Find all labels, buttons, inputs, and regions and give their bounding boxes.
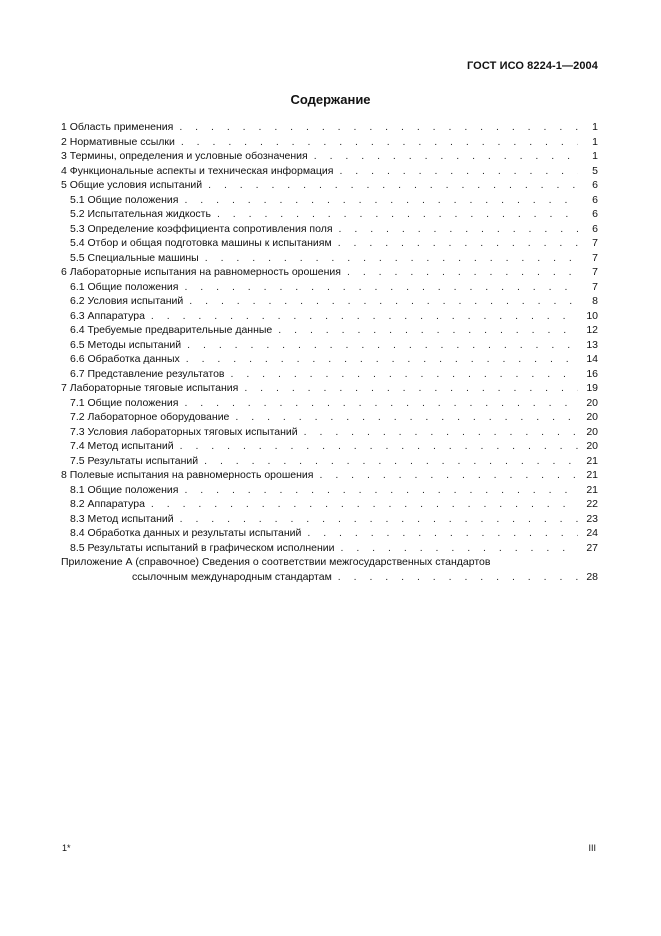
toc-entry-label: 5.4 Отбор и общая подготовка машины к испытаниям bbox=[70, 237, 332, 249]
toc-leader-dots bbox=[304, 425, 578, 440]
toc-entry-label: 7.4 Метод испытаний bbox=[70, 440, 174, 452]
toc-entry bbox=[61, 425, 598, 440]
toc-entry bbox=[61, 439, 598, 454]
toc-entry-page: 7 bbox=[592, 251, 598, 264]
toc-entry-page: 27 bbox=[586, 541, 598, 554]
toc-entry bbox=[61, 265, 598, 280]
toc-entry-page: 8 bbox=[592, 295, 598, 307]
toc-entry-page: 7 bbox=[592, 237, 598, 249]
toc-entry-page: 20 bbox=[586, 411, 598, 423]
toc-leader-dots bbox=[186, 352, 578, 367]
footer-sheet-mark: 1* bbox=[62, 843, 71, 853]
toc-entry bbox=[61, 309, 598, 324]
toc-entry-label: 7 Лабораторные тяговые испытания bbox=[61, 382, 239, 394]
toc-entry bbox=[61, 468, 598, 483]
toc-entry-page: 23 bbox=[586, 512, 598, 525]
toc-leader-dots bbox=[339, 164, 578, 179]
toc-entry-page: 14 bbox=[586, 353, 598, 365]
toc-leader-dots bbox=[204, 454, 578, 469]
toc-entry-page: 20 bbox=[586, 396, 598, 409]
toc-entry-page: 21 bbox=[586, 483, 598, 496]
toc-leader-dots bbox=[180, 512, 578, 527]
toc-entry-label: 6.6 Обработка данных bbox=[70, 353, 180, 365]
toc-entry bbox=[61, 193, 598, 208]
toc-entry-label: 2 Нормативные ссылки bbox=[61, 135, 175, 148]
toc-annex-line2 bbox=[61, 570, 598, 585]
toc-leader-dots bbox=[184, 193, 578, 208]
toc-entry-label: 3 Термины, определения и условные обозначения bbox=[61, 150, 308, 162]
toc-leader-dots bbox=[235, 410, 578, 425]
toc-entry-page: 21 bbox=[586, 454, 598, 467]
toc-entry-page: 5 bbox=[592, 164, 598, 177]
toc-entry bbox=[61, 367, 598, 382]
toc-entry-page: 12 bbox=[586, 324, 598, 336]
toc-leader-dots bbox=[179, 120, 578, 135]
toc-leader-dots bbox=[181, 135, 578, 150]
toc-leader-dots bbox=[184, 280, 578, 295]
toc-entry-label: 5.1 Общие положения bbox=[70, 193, 179, 206]
toc-leader-dots bbox=[217, 207, 578, 222]
toc-entry-label: 8.2 Аппаратура bbox=[70, 498, 145, 510]
toc-entry-page: 20 bbox=[586, 440, 598, 452]
toc-entry-page: 6 bbox=[592, 179, 598, 191]
toc-entry-label: 8.1 Общие положения bbox=[70, 483, 179, 496]
toc-entry-page: 10 bbox=[586, 309, 598, 322]
toc-leader-dots bbox=[205, 251, 578, 266]
toc-entry-page: 7 bbox=[592, 266, 598, 278]
toc-entry bbox=[61, 251, 598, 266]
toc-entry-page: 13 bbox=[586, 338, 598, 351]
toc-entry-label: 8.4 Обработка данных и результаты испытаний bbox=[70, 527, 302, 539]
toc-entry-label: 1 Область применения bbox=[61, 121, 174, 133]
document-code: ГОСТ ИСО 8224-1—2004 bbox=[466, 60, 598, 72]
toc-leader-dots bbox=[307, 526, 578, 541]
toc-entry-label: 7.3 Условия лабораторных тяговых испытаний bbox=[70, 425, 298, 438]
page-title: Содержание bbox=[290, 92, 371, 107]
toc-annex-label: ссылочным международным стандартам bbox=[132, 570, 332, 583]
footer-page-number: III bbox=[588, 843, 596, 853]
toc-annex-line1: Приложение А (справочное) Сведения о соответствии межгосударственных стандартов bbox=[61, 556, 491, 568]
toc-entry bbox=[61, 236, 598, 251]
toc-entry-label: 6.3 Аппаратура bbox=[70, 309, 145, 322]
toc-entry-page: 20 bbox=[586, 425, 598, 438]
toc-entry bbox=[61, 512, 598, 527]
toc-entry-page: 21 bbox=[586, 469, 598, 481]
table-of-contents bbox=[61, 120, 598, 584]
toc-entry bbox=[61, 526, 598, 541]
toc-entry bbox=[61, 497, 598, 512]
toc-entry bbox=[61, 164, 598, 179]
toc-entry-label: 7.2 Лабораторное оборудование bbox=[70, 411, 230, 423]
toc-leader-dots bbox=[184, 483, 578, 498]
toc-annex-page: 28 bbox=[586, 570, 598, 583]
toc-entry bbox=[61, 207, 598, 222]
toc-entry-label: 8 Полевые испытания на равномерность орошения bbox=[61, 469, 314, 481]
toc-entry-page: 6 bbox=[592, 222, 598, 235]
toc-entry-label: 7.1 Общие положения bbox=[70, 396, 179, 409]
toc-leader-dots bbox=[347, 265, 578, 280]
toc-entry bbox=[61, 352, 598, 367]
toc-entry-page: 1 bbox=[592, 121, 598, 133]
toc-entry-label: 4 Функциональные аспекты и техническая информация bbox=[61, 164, 334, 177]
toc-leader-dots bbox=[319, 468, 578, 483]
toc-entry bbox=[61, 396, 598, 411]
toc-entry bbox=[61, 338, 598, 353]
toc-entry-page: 24 bbox=[586, 527, 598, 539]
toc-entry bbox=[61, 454, 598, 469]
toc-leader-dots bbox=[180, 439, 578, 454]
toc-entry bbox=[61, 483, 598, 498]
toc-leader-dots bbox=[151, 309, 578, 324]
toc-entry bbox=[61, 294, 598, 309]
toc-entry-label: 6.7 Представление результатов bbox=[70, 367, 225, 380]
toc-leader-dots bbox=[338, 236, 578, 251]
toc-annex bbox=[61, 555, 598, 584]
toc-entry-label: 5.5 Специальные машины bbox=[70, 251, 199, 264]
toc-entry-label: 5.3 Определение коэффициента сопротивления поля bbox=[70, 222, 333, 235]
toc-entry bbox=[61, 381, 598, 396]
toc-leader-dots bbox=[187, 338, 578, 353]
toc-entry-label: 5 Общие условия испытаний bbox=[61, 179, 203, 191]
toc-leader-dots bbox=[244, 381, 578, 396]
toc-leader-dots bbox=[278, 323, 578, 338]
toc-leader-dots bbox=[189, 294, 578, 309]
toc-leader-dots bbox=[338, 570, 578, 585]
toc-entry bbox=[61, 280, 598, 295]
toc-entry bbox=[61, 222, 598, 237]
toc-entry-page: 1 bbox=[592, 150, 598, 162]
toc-entry bbox=[61, 410, 598, 425]
toc-leader-dots bbox=[341, 541, 578, 556]
toc-entry-page: 7 bbox=[592, 280, 598, 293]
toc-leader-dots bbox=[339, 222, 578, 237]
toc-leader-dots bbox=[231, 367, 579, 382]
toc-entry-label: 7.5 Результаты испытаний bbox=[70, 454, 199, 467]
toc-entry-page: 1 bbox=[592, 135, 598, 148]
toc-entry bbox=[61, 149, 598, 164]
toc-entry-page: 6 bbox=[592, 208, 598, 220]
toc-entry-label: 8.3 Метод испытаний bbox=[70, 512, 174, 525]
toc-entry bbox=[61, 120, 598, 135]
toc-entry bbox=[61, 541, 598, 556]
toc-entry-page: 16 bbox=[586, 367, 598, 380]
toc-entry-label: 6.4 Требуемые предварительные данные bbox=[70, 324, 273, 336]
toc-entry-page: 6 bbox=[592, 193, 598, 206]
toc-entry-page: 19 bbox=[586, 382, 598, 394]
toc-leader-dots bbox=[151, 497, 578, 512]
toc-entry-label: 6.2 Условия испытаний bbox=[70, 295, 184, 307]
toc-leader-dots bbox=[314, 149, 578, 164]
toc-entry bbox=[61, 135, 598, 150]
toc-entry bbox=[61, 323, 598, 338]
toc-leader-dots bbox=[208, 178, 578, 193]
toc-entry-label: 6.1 Общие положения bbox=[70, 280, 179, 293]
toc-entry-page: 22 bbox=[586, 498, 598, 510]
toc-entry-label: 6 Лабораторные испытания на равномерность орошения bbox=[61, 266, 341, 278]
toc-entry-label: 6.5 Методы испытаний bbox=[70, 338, 182, 351]
toc-entry-label: 8.5 Результаты испытаний в графическом исполнении bbox=[70, 541, 335, 554]
toc-entry bbox=[61, 178, 598, 193]
toc-entry-label: 5.2 Испытательная жидкость bbox=[70, 208, 211, 220]
toc-leader-dots bbox=[184, 396, 578, 411]
